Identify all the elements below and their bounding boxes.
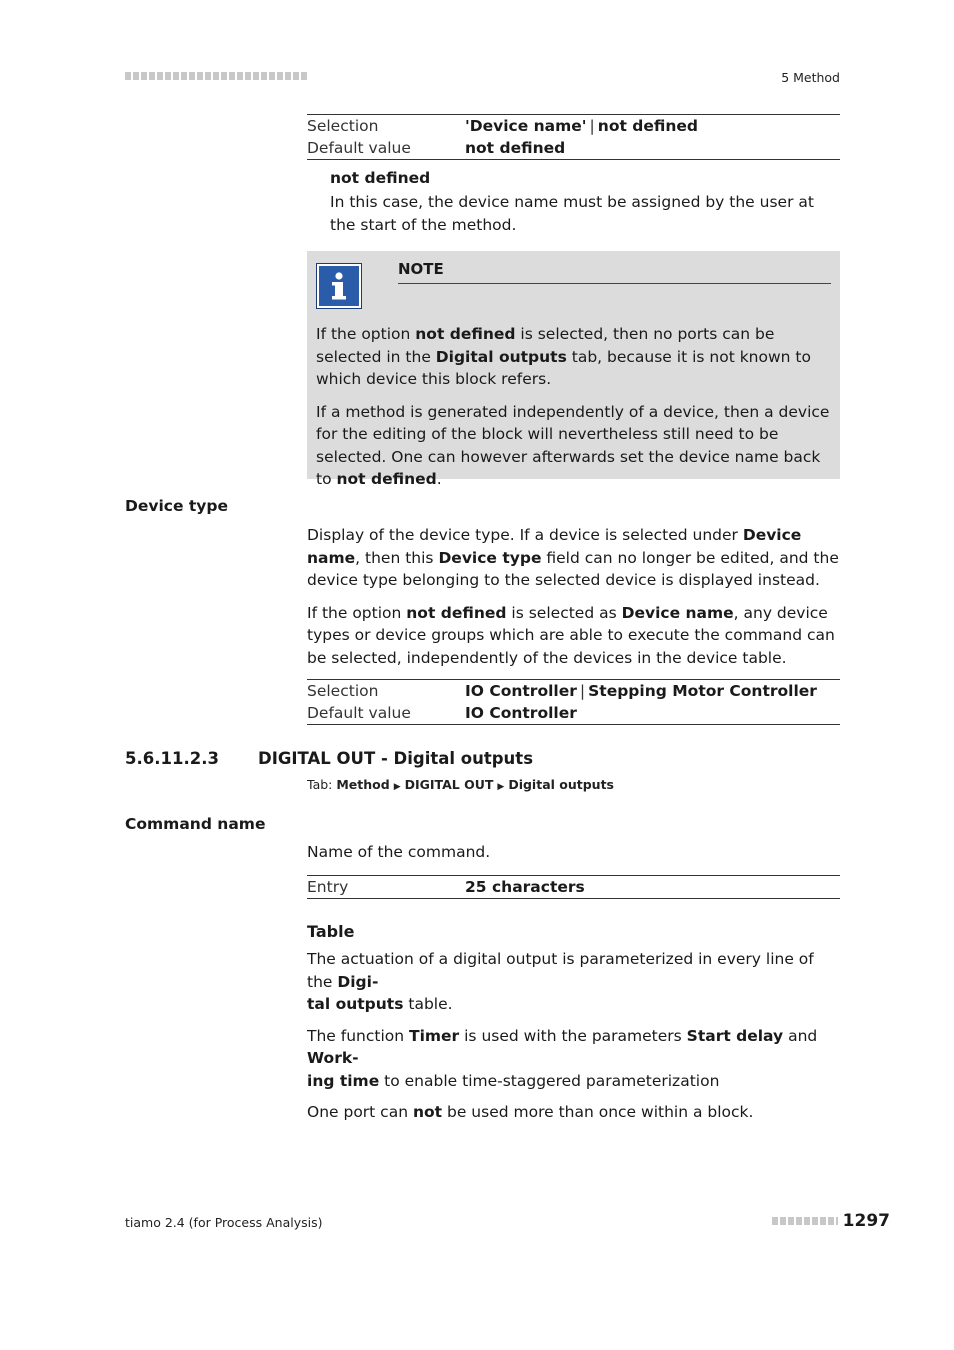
param-value: IO Controller | Stepping Motor Controller [465,682,817,700]
header-decoration [125,72,307,80]
command-name-param-table [307,875,840,899]
command-name-heading: Command name [125,815,266,833]
note-title: NOTE [398,260,831,284]
paragraph: The function Timer is used with the parameters Start delay and Work- ing time to enable time-staggered parameterization [307,1026,818,1090]
section-title: DIGITAL OUT - Digital outputs [258,749,534,768]
page-number: 1297 [842,1211,890,1231]
paragraph: The actuation of a digital output is parameterized in every line of the Digi- tal outputs table. [307,950,814,1013]
note-body [316,323,832,501]
table-row [307,115,840,137]
option-description: In this case, the device name must be assigned by the user at the start of the method. [330,193,814,234]
tab-breadcrumb: Tab: Method ▶ DIGITAL OUT ▶ Digital outputs [307,777,614,792]
option-title: not defined [330,169,431,187]
param-key: Selection [307,682,379,700]
command-name-description: Name of the command. [307,843,491,861]
param-value: not defined [465,139,566,157]
arrow-right-icon: ▶ [497,782,505,792]
device-type-param-table [307,679,840,725]
paragraph: One port can not be used more than once within a block. [307,1103,754,1121]
footer-decoration [772,1217,838,1225]
note-paragraph: If a method is generated independently of a device, then a device for the editing of the block will nevertheless still need to be selected. One can however afterwards set the device name back to not defined. [316,402,830,488]
param-key: Entry [307,878,349,896]
device-name-param-table [307,114,840,160]
param-key: Default value [307,704,411,722]
paragraph: If the option not defined is selected as Device name, any device types or device groups which are able to execute the command can be selected, independently of the devices in the device table. [307,603,835,667]
param-value: 25 characters [465,878,585,896]
note-box [307,251,840,488]
table-description [307,948,840,1124]
table-row [307,876,840,898]
paragraph: Display of the device type. If a device is selected under Device name, then this Device type field can no longer be edited, and the device type belonging to the selected device is displayed instead. [307,526,839,589]
table-row [307,680,840,702]
param-value: 'Device name' | not defined [465,117,699,135]
chapter-label: 5 Method [781,70,840,85]
param-key: Selection [307,117,379,135]
info-icon [316,263,362,309]
note-paragraph: If the option not defined is selected, then no ports can be selected in the Digital outputs tab, because it is not known to which device this block refers. [316,325,811,388]
arrow-right-icon: ▶ [393,782,401,792]
device-type-heading: Device type [125,497,229,515]
param-key: Default value [307,139,411,157]
table-row [307,137,840,159]
section-number: 5.6.11.2.3 [125,749,219,768]
table-row [307,702,840,724]
table-heading: Table [307,922,355,941]
device-type-description [307,524,840,669]
param-value: IO Controller [465,704,577,722]
footer-product: tiamo 2.4 (for Process Analysis) [125,1215,323,1230]
